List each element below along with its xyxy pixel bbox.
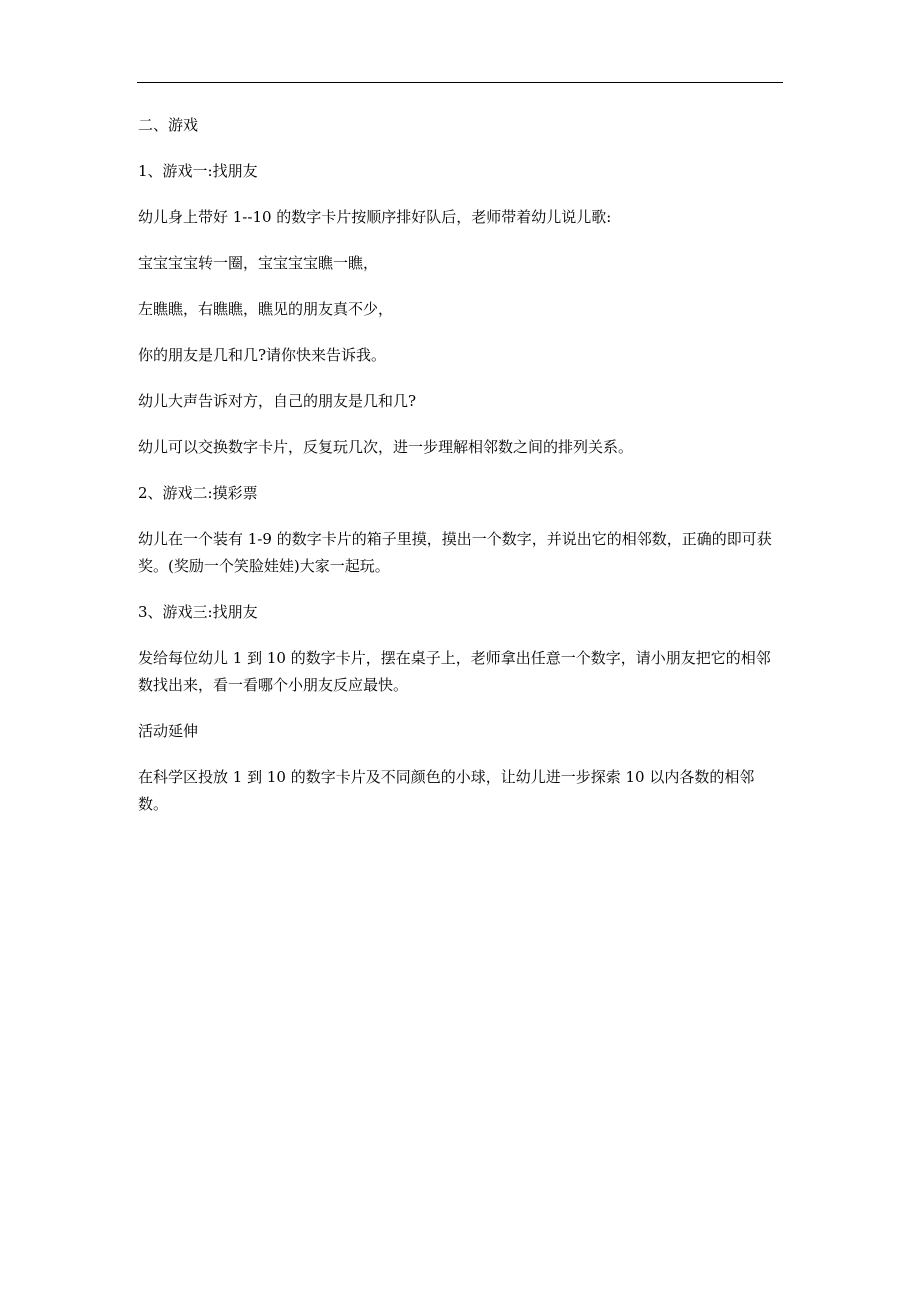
activity-extension-heading: 活动延伸 <box>138 722 199 740</box>
section-heading-games: 二、游戏 <box>138 116 199 134</box>
header-rule <box>137 82 783 83</box>
game-one-response: 幼儿大声告诉对方，自己的朋友是几和几? <box>138 392 417 410</box>
game-two-description: 幼儿在一个装有 1-9 的数字卡片的箱子里摸，摸出一个数字，并说出它的相邻数，正确的即可获奖。(奖励一个笑脸娃娃)大家一起玩。 <box>138 530 772 575</box>
rhyme-line-1: 宝宝宝宝转一圈，宝宝宝宝瞧一瞧， <box>138 254 379 272</box>
activity-extension-description: 在科学区投放 1 到 10 的数字卡片及不同颜色的小球，让幼儿进一步探索 10 以内各数的相邻数。 <box>138 768 755 813</box>
rhyme-line-3: 你的朋友是几和几?请你快来告诉我。 <box>138 346 387 364</box>
game-two-heading: 2、游戏二:摸彩票 <box>138 484 258 502</box>
game-one-heading: 1、游戏一:找朋友 <box>138 162 258 180</box>
rhyme-line-2: 左瞧瞧，右瞧瞧，瞧见的朋友真不少， <box>138 300 394 318</box>
game-one-intro: 幼儿身上带好 1--10 的数字卡片按顺序排好队后，老师带着幼儿说儿歌: <box>138 208 612 226</box>
game-three-description: 发给每位幼儿 1 到 10 的数字卡片，摆在桌子上，老师拿出任意一个数字，请小朋友把它的相邻数找出来，看一看哪个小朋友反应最快。 <box>138 649 771 694</box>
game-one-repeat: 幼儿可以交换数字卡片，反复玩几次，进一步理解相邻数之间的排列关系。 <box>138 438 634 456</box>
document-body <box>138 112 784 837</box>
game-three-heading: 3、游戏三:找朋友 <box>138 603 258 621</box>
